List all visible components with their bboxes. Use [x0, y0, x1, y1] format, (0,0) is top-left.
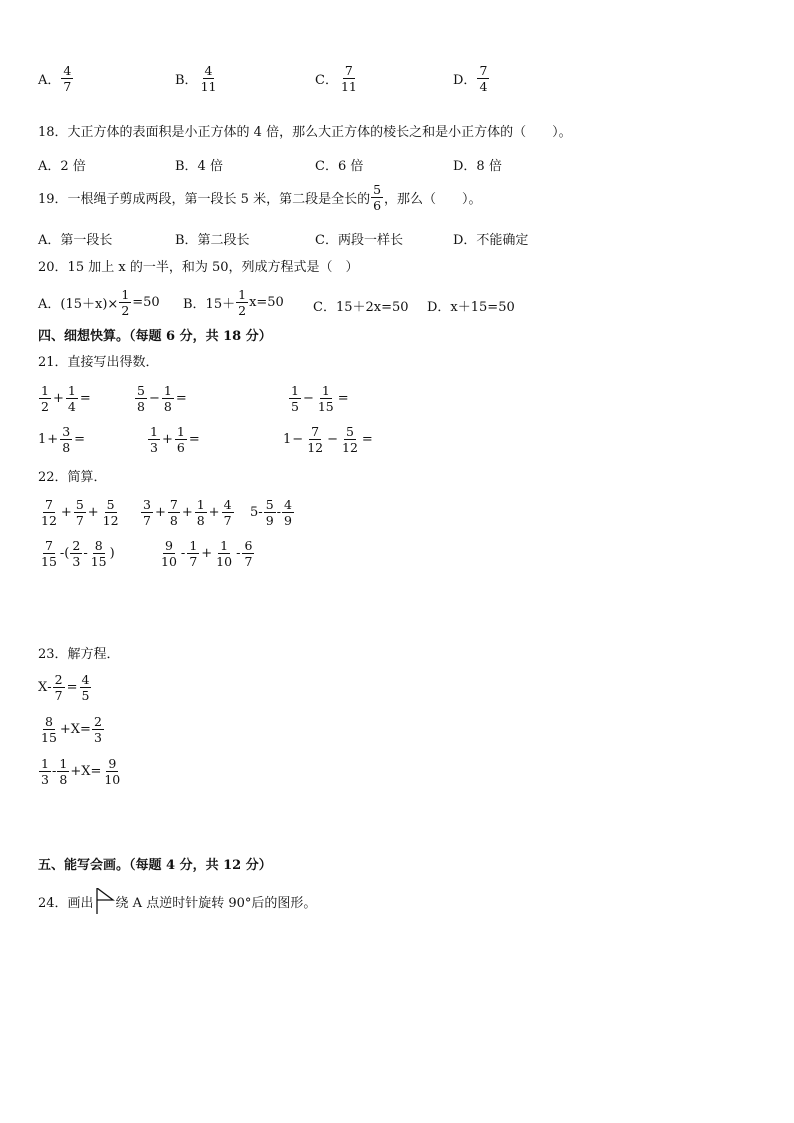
fraction: 6 7	[244, 538, 253, 569]
q22-expr-3: 5 - 5 9 - 4 9	[250, 497, 292, 528]
fraction: $\frac{5}{12}$	[342, 424, 358, 455]
fraction: 1 3	[41, 756, 49, 787]
q21-prompt: 21．直接写出得数．	[38, 355, 159, 370]
q17-option-d[interactable]: D． 7 4	[453, 62, 488, 94]
fraction: 1 3	[150, 424, 158, 455]
q23-equation-3: 1 3 - 1 8 +X= $\frac{9}{10}$	[41, 756, 121, 787]
fraction: 8 15	[90, 538, 107, 569]
q17-option-a[interactable]: A． 4 7	[38, 62, 72, 94]
q20-option-d[interactable]: D．x＋15=50	[427, 300, 515, 315]
fraction: $\frac{1}{2}$	[121, 287, 130, 318]
fraction: 1 2	[238, 287, 247, 318]
q23-equation-2: 8 15 +X= $\frac{2}{3}$	[41, 714, 102, 745]
fraction: 8 15	[41, 714, 57, 745]
fraction: $\frac{1}{8}$	[163, 383, 172, 414]
q17-option-c[interactable]: C． 7 11	[315, 62, 357, 94]
q23-prompt: 23．解方程．	[38, 647, 120, 662]
fraction: $\frac{7}{12}$	[307, 424, 324, 455]
q21-expr-1: 1 2 + $\frac{1}{4}$ =	[41, 383, 91, 414]
fraction: $\frac{1}{4}$	[67, 383, 76, 414]
fraction: $\frac{3}{8}$	[62, 424, 71, 455]
fraction: $\frac{5}{7}$	[75, 497, 84, 528]
fraction: $\frac{1}{10}$	[216, 538, 233, 569]
fraction: 4 7	[63, 62, 72, 94]
fraction: $\frac{9}{10}$	[104, 756, 121, 787]
fraction: 7 4	[479, 62, 488, 94]
fraction: $\frac{5}{12}$	[102, 497, 119, 528]
fraction: $\frac{1}{15}$	[317, 383, 334, 414]
q18-option-c[interactable]: C．6 倍	[315, 159, 364, 174]
q20-option-b[interactable]: B．15＋ 1 2 x=50	[183, 287, 284, 318]
q19-option-d[interactable]: D．不能确定	[453, 233, 529, 248]
q21-expr-6: 1 − $\frac{7}{12}$ − $\frac{5}{12}$ =	[283, 424, 373, 455]
fraction: 7 12	[41, 497, 57, 528]
fraction: 5 6	[373, 182, 382, 213]
fraction: 4 11	[200, 62, 217, 94]
q22-expr-4: 7 15 -( 2 3 - 8 15 )	[41, 538, 115, 569]
fraction: 1 5	[291, 383, 299, 414]
fraction: 1 8	[59, 756, 68, 787]
q19-option-b[interactable]: B．第二段长	[175, 233, 250, 248]
fraction: $\frac{7}{8}$	[169, 497, 178, 528]
fraction: 1 7	[189, 538, 198, 569]
q21-expr-5: 1 3 + $\frac{1}{6}$ =	[150, 424, 200, 455]
q17-option-b[interactable]: B． 4 11	[175, 62, 217, 94]
q18-option-b[interactable]: B．4 倍	[175, 159, 223, 174]
q22-expr-1: 7 12 + $\frac{5}{7}$ + $\frac{5}{12}$	[41, 497, 119, 528]
q18-option-d[interactable]: D．8 倍	[453, 159, 502, 174]
fraction: 4 9	[284, 497, 292, 528]
q21-expr-2: 5 8 − $\frac{1}{8}$ =	[137, 383, 187, 414]
q23-equation-1: X - $\frac{2}{7}$ = $\frac{4}{5}$	[38, 672, 90, 703]
fraction: $\frac{1}{8}$	[196, 497, 205, 528]
fraction: $\frac{2}{3}$	[93, 714, 102, 745]
q19-option-a[interactable]: A．第一段长	[38, 233, 113, 248]
fraction: $\frac{4}{7}$	[223, 497, 232, 528]
section5-title: 五、能写会画。（每题 4 分，共 12 分）	[38, 858, 272, 873]
q20-option-c[interactable]: C．15＋2x=50	[313, 300, 409, 315]
fraction: 7 15	[41, 538, 57, 569]
q20-question: 20．15 加上 x 的一半，和为 50，列成方程式是（ ）	[38, 260, 359, 275]
q20-option-a[interactable]: A．(15＋x)× $\frac{1}{2}$ =50	[38, 287, 160, 318]
fraction: 9 10	[161, 538, 177, 569]
q22-expr-5: 9 10 - 1 7 + $\frac{1}{10}$ - 6 7	[161, 538, 253, 569]
q19-question: 19．一根绳子剪成两段，第一段长 5 米，第二段是全长的 5 6 ，那么（ ）。	[38, 182, 482, 213]
q19-option-c[interactable]: C．两段一样长	[315, 233, 403, 248]
fraction: 3 7	[143, 497, 151, 528]
section4-title: 四、细想快算。（每题 6 分，共 18 分）	[38, 329, 272, 344]
fraction: $\frac{2}{7}$	[54, 672, 63, 703]
q22-prompt: 22．简算．	[38, 470, 107, 485]
fraction: $\frac{1}{6}$	[176, 424, 185, 455]
fraction: 5 9	[265, 497, 274, 528]
q22-expr-2: 3 7 + $\frac{7}{8}$ + $\frac{1}{8}$ + $\frac{4}{7}$	[143, 497, 232, 528]
fraction: 1 2	[41, 383, 49, 414]
q18-option-a[interactable]: A．2 倍	[38, 159, 86, 174]
fraction: 7 11	[340, 62, 357, 94]
q18-question: 18．大正方体的表面积是小正方体的 4 倍，那么大正方体的棱长之和是小正方体的（ ）。	[38, 125, 572, 140]
flag-shape-figure	[95, 888, 115, 914]
q24-question: 24．画出 绕 A 点逆时针旋转 90°后的图形。	[38, 888, 316, 914]
fraction: 2 3	[72, 538, 81, 569]
fraction: $\frac{4}{5}$	[81, 672, 90, 703]
q21-expr-3: 1 5 − $\frac{1}{15}$ =	[291, 383, 349, 414]
q21-expr-4: 1 + $\frac{3}{8}$ =	[38, 424, 86, 455]
fraction: 5 8	[137, 383, 145, 414]
